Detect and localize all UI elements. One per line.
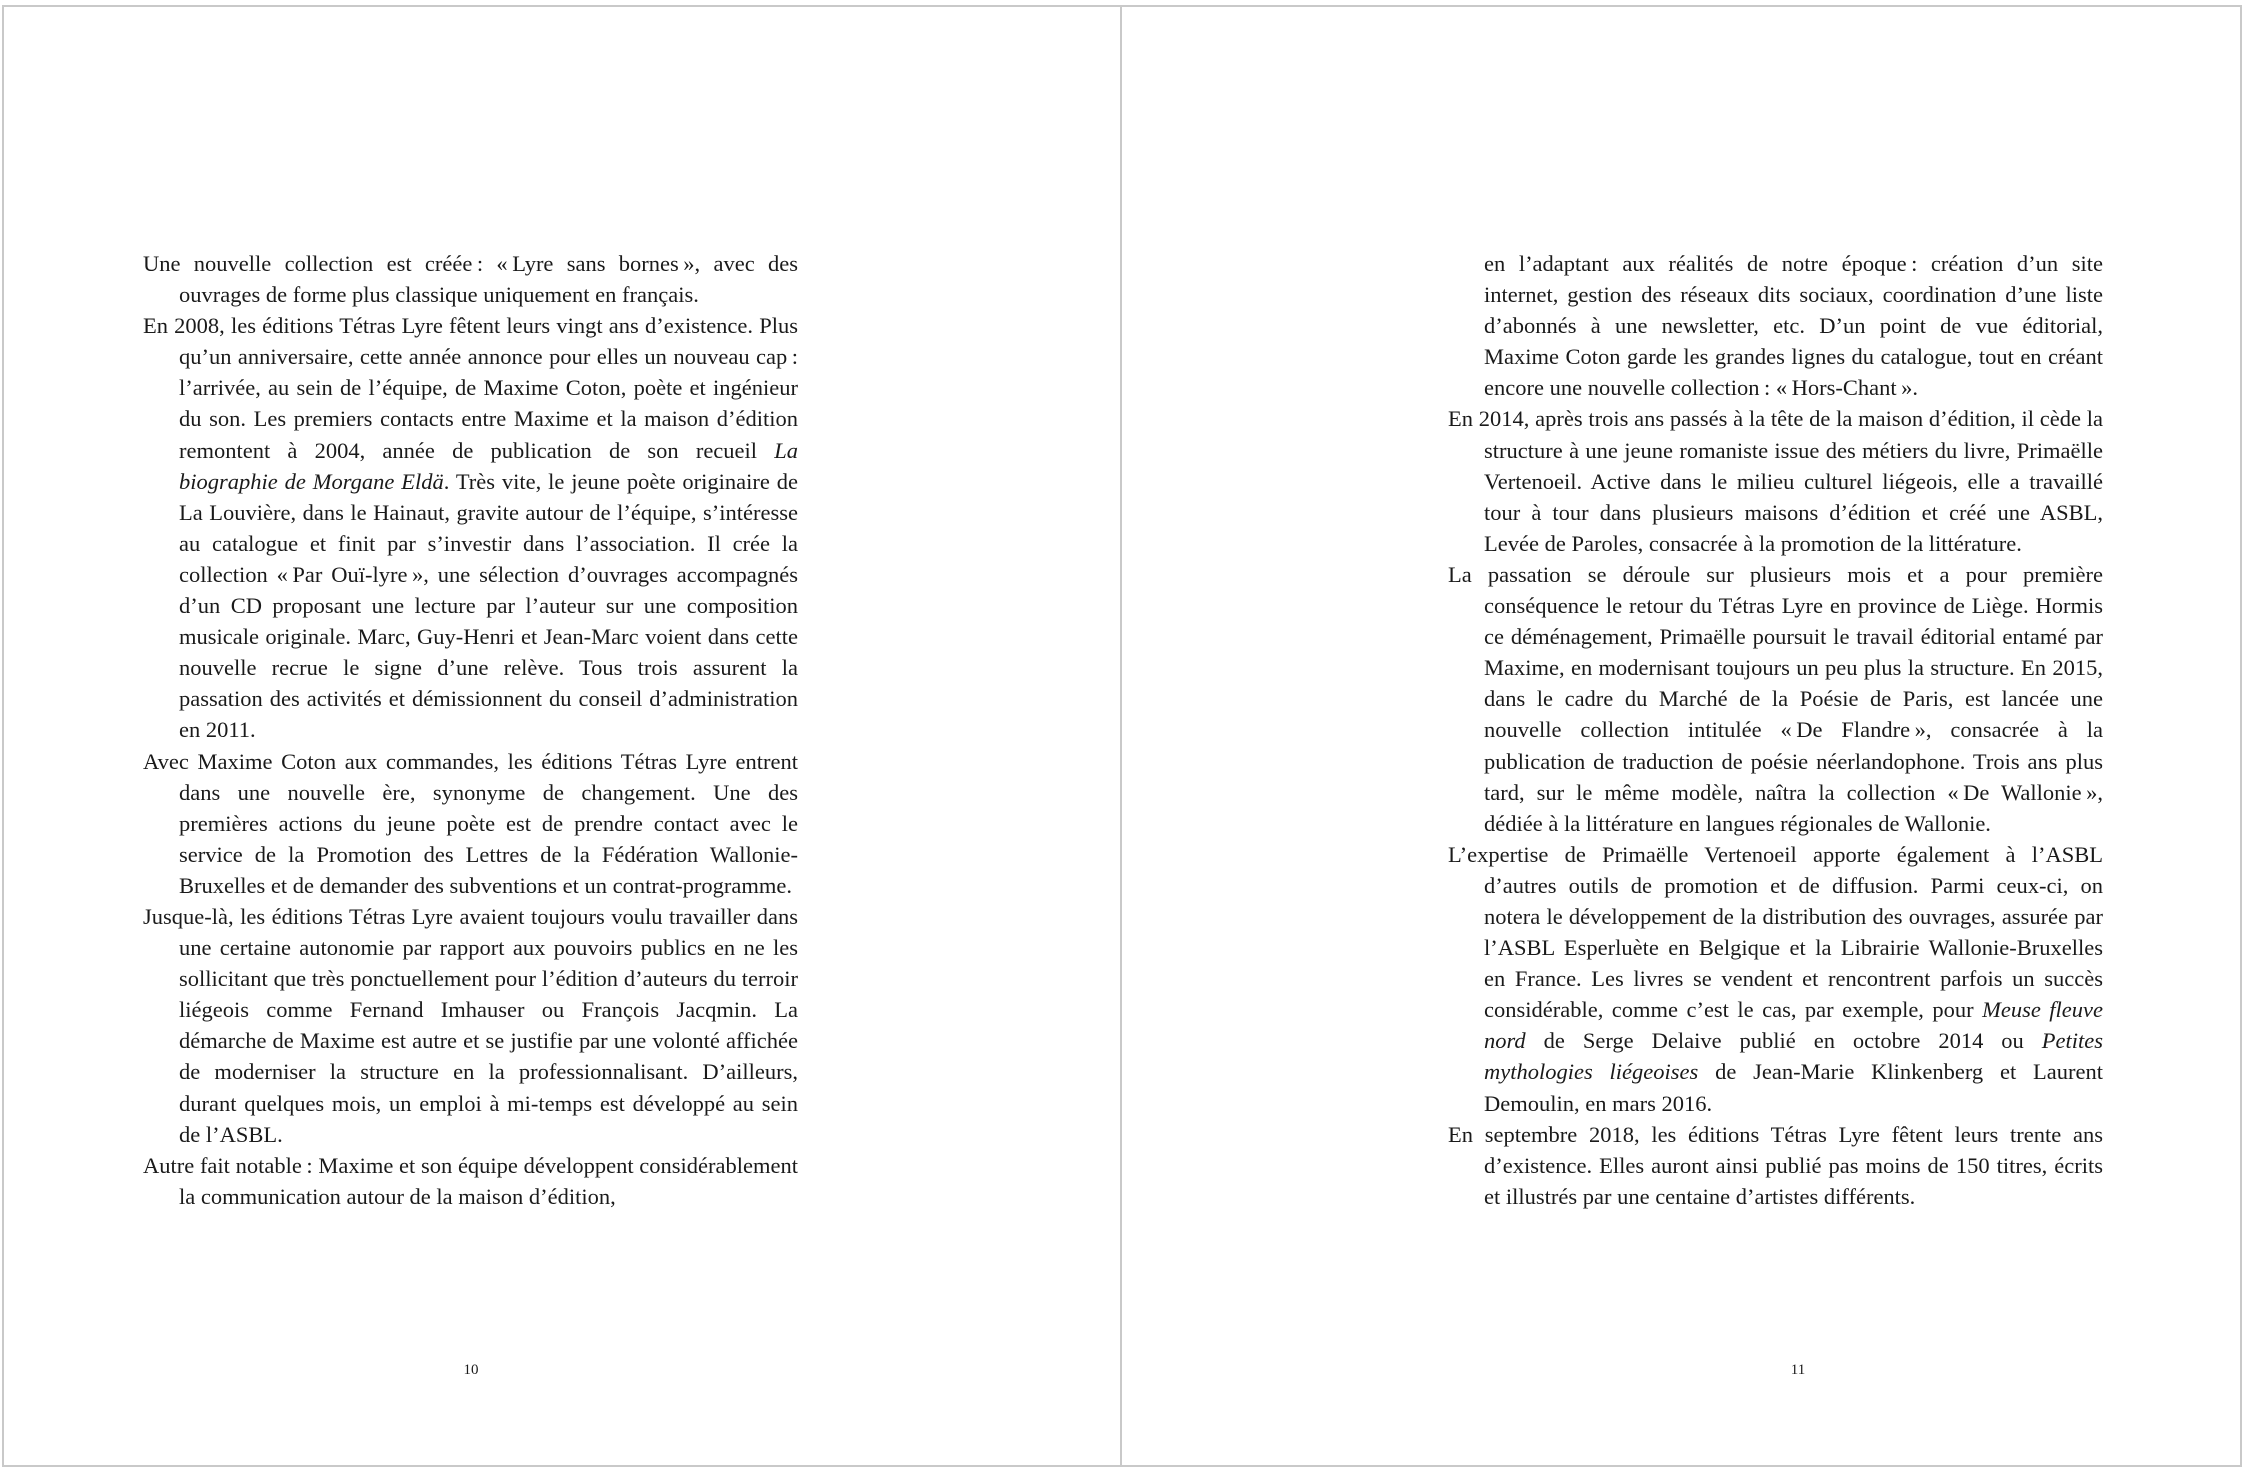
paragraph-p5: Autre fait notable : Maxime et son équipe développent considérablement la communication autour de la maison d’édition, — [143, 1152, 798, 1209]
paragraph-p3: Avec Maxime Coton aux commandes, les éditions Tétras Lyre entrent dans une nouvelle ère, synonyme de changement. Une des premières actions du jeune poète est de prendre contact avec le service de la Promotion des Lettres de la Fédération Wallonie-Bruxelles et de demander des subventions et un contrat-programme. — [143, 748, 798, 898]
paragraph-p4: Jusque-là, les éditions Tétras Lyre avaient toujours voulu travailler dans une certaine autonomie par rapport aux pouvoirs publics en ne les sollicitant que très ponctuellement pour l’édition d’auteurs du terroir liégeois comme Fernand Imhauser ou François Jacqmin. La démarche de Maxime est autre et se justifie par une volonté affichée de moderniser la structure en la professionnalisant. D’ailleurs, durant quelques mois, un emploi à mi-temps est développé au sein de l’ASBL. — [143, 903, 798, 1147]
paragraph-p9: L’expertise de Primaëlle Vertenoeil apporte également à l’ASBL d’autres outils de promotion et de diffusion. Parmi ceux-ci, on notera le développement de la distribution des ouvrages, assurée par l’ASBL Esperluète en Belgique et la Librairie Wallonie-Bruxelles en France. Les livres se vendent et rencontrent parfois un succès considérable, comme c’est le cas, par exemple, pour Meuse fleuve nord de Serge Delaive publié en octobre 2014 ou Petites mythologies liégeoises de Jean-Marie Klinkenberg et Laurent Demoulin, en mars 2016. — [1448, 841, 2103, 1116]
paragraph-p8: La passation se déroule sur plusieurs mois et a pour première conséquence le retour du Tétras Lyre en province de Liège. Hormis ce déménagement, Primaëlle poursuit le travail éditorial entamé par Maxime, en modernisant toujours un peu plus la structure. En 2015, dans le cadre du Marché de la Poésie de Paris, est lancée une nouvelle collection intitulée « De Flandre », consacrée à la publication de traduction de poésie néerlandophone. Trois ans plus tard, sur le même modèle, naîtra la collection « De Wallonie », dédiée à la littérature en langues régionales de Wallonie. — [1448, 561, 2103, 836]
italic-title: Petites mythologies liégeoises — [1484, 1028, 2103, 1085]
page-number-right: 11 — [1790, 1362, 1806, 1378]
paragraph-p10: En septembre 2018, les éditions Tétras Lyre fêtent leurs trente ans d’existence. Elles auront ainsi publié pas moins de 150 titres, écrits et illustrés par une centaine d’artistes différents. — [1448, 1121, 2103, 1209]
paragraph-p2: En 2008, les éditions Tétras Lyre fêtent leurs vingt ans d’existence. Plus qu’un anniversaire, cette année annonce pour elles un nouveau cap : l’arrivée, au sein de l’équipe, de Maxime Coton, poète et ingénieur du son. Les premiers contacts entre Maxime et la maison d’édition remontent à 2004, année de publication de son recueil La biographie de Morgane Eldä. Très vite, le jeune poète originaire de La Louvière, dans le Hainaut, gravite autour de l’équipe, s’intéresse au catalogue et finit par s’investir dans l’association. Il crée la collection « Par Ouï-lyre », une sélection d’ouvrages accompagnés d’un CD proposant une lecture par l’auteur sur une composition musicale originale. Marc, Guy-Henri et Jean-Marc voient dans cette nouvelle recrue le signe d’une relève. Tous trois assurent la passation des activités et démissionnent du conseil d’administration en 2011. — [143, 313, 798, 743]
italic-title: Meuse fleuve nord — [1484, 997, 2103, 1054]
paragraph-p7: En 2014, après trois ans passés à la tête de la maison d’édition, il cède la structure à une jeune romaniste issue des métiers du livre, Primaëlle Vertenoeil. Active dans le milieu culturel liégeois, elle a travaillé tour à tour dans plusieurs maisons d’édition et créé une ASBL, Levée de Paroles, consacrée à la promotion de la littérature. — [1448, 406, 2103, 556]
paragraph-p1: Une nouvelle collection est créée : « Lyre sans bornes », avec des ouvrages de forme plus classique uniquement en français. — [143, 251, 798, 308]
left-page — [2, 5, 1122, 1467]
left-page-text — [143, 248, 798, 1212]
paragraph-p6: en l’adaptant aux réalités de notre époque : création d’un site internet, gestion des réseaux dits sociaux, coordination d’une liste d’abonnés à une newsletter, etc. D’un point de vue éditorial, Maxime Coton garde les grandes lignes du catalogue, tout en créant encore une nouvelle collection : « Hors-Chant ». — [1484, 251, 2103, 401]
right-page-text — [1448, 248, 2103, 1212]
right-page — [1120, 5, 2242, 1467]
page-number-left: 10 — [463, 1362, 479, 1378]
italic-title: La biographie de Morgane Eldä — [179, 437, 798, 494]
